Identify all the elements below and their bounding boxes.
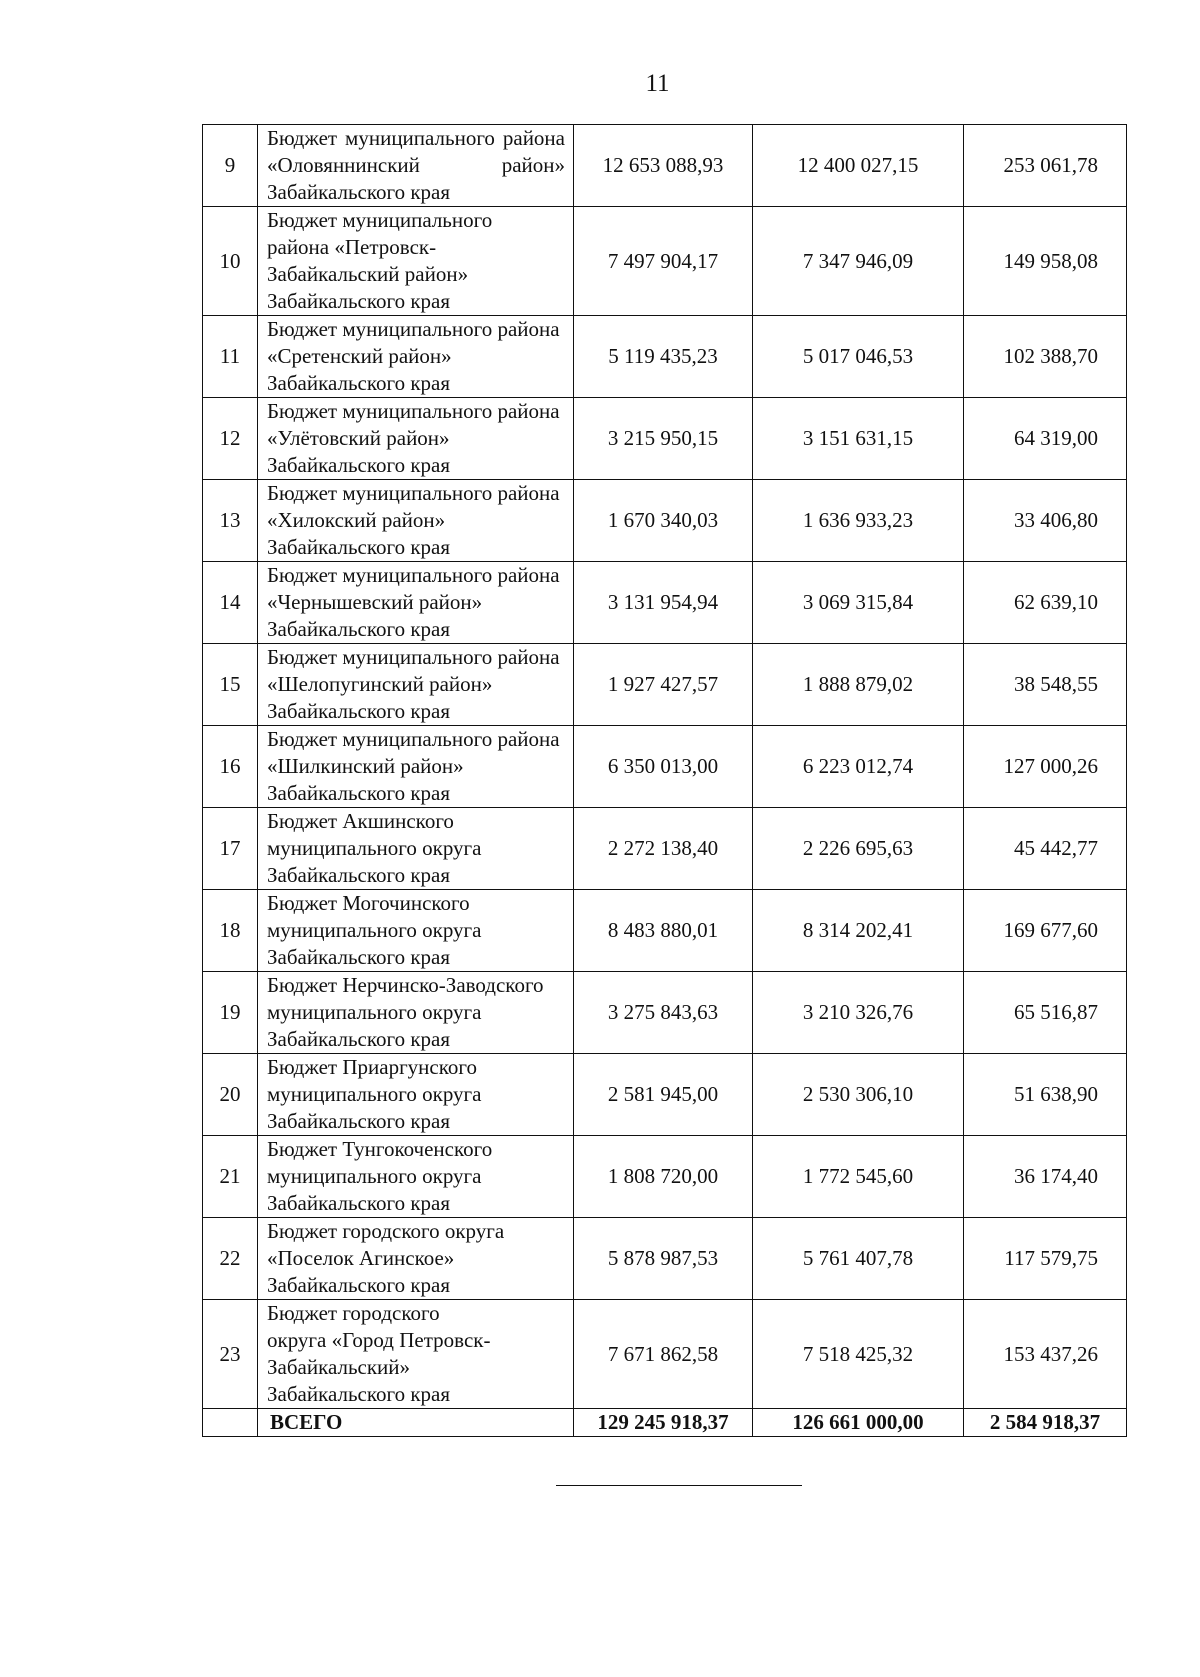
budget-name: Бюджет Приаргунского муниципального округа Забайкальского края <box>258 1054 574 1136</box>
amount-total: 1 808 720,00 <box>574 1136 753 1218</box>
budget-name: Бюджет муниципального района «Оловяннинский район» Забайкальского края <box>258 125 574 207</box>
amount-total: 5 119 435,23 <box>574 316 753 398</box>
amount-total: 5 878 987,53 <box>574 1218 753 1300</box>
amount-second: 8 314 202,41 <box>753 890 964 972</box>
amount-second: 5 017 046,53 <box>753 316 964 398</box>
table-row <box>203 726 1127 808</box>
row-number: 9 <box>203 125 258 207</box>
row-number: 12 <box>203 398 258 480</box>
total-amount-total: 129 245 918,37 <box>574 1409 753 1437</box>
budget-name: Бюджет городского округа «Поселок Агинское» Забайкальского края <box>258 1218 574 1300</box>
amount-third: 149 958,08 <box>964 207 1127 316</box>
amount-third: 65 516,87 <box>964 972 1127 1054</box>
amount-second: 3 151 631,15 <box>753 398 964 480</box>
amount-second: 1 636 933,23 <box>753 480 964 562</box>
amount-total: 2 272 138,40 <box>574 808 753 890</box>
row-number: 11 <box>203 316 258 398</box>
budget-name: Бюджет муниципального района «Хилокский район» Забайкальского края <box>258 480 574 562</box>
table-row <box>203 808 1127 890</box>
table-row <box>203 125 1127 207</box>
amount-second: 6 223 012,74 <box>753 726 964 808</box>
amount-third: 253 061,78 <box>964 125 1127 207</box>
table-row <box>203 972 1127 1054</box>
row-number: 13 <box>203 480 258 562</box>
budget-table-body <box>203 125 1127 1437</box>
amount-second: 1 772 545,60 <box>753 1136 964 1218</box>
amount-second: 2 530 306,10 <box>753 1054 964 1136</box>
amount-third: 45 442,77 <box>964 808 1127 890</box>
budget-name: Бюджет муниципального района «Шилкинский район» Забайкальского края <box>258 726 574 808</box>
row-number: 16 <box>203 726 258 808</box>
amount-third: 51 638,90 <box>964 1054 1127 1136</box>
amount-total: 8 483 880,01 <box>574 890 753 972</box>
budget-name: Бюджет Тунгокоченского муниципального округа Забайкальского края <box>258 1136 574 1218</box>
amount-second: 2 226 695,63 <box>753 808 964 890</box>
amount-third: 64 319,00 <box>964 398 1127 480</box>
budget-name: Бюджет муниципального района «Петровск-Забайкальский район» Забайкальского края <box>258 207 574 316</box>
row-number: 20 <box>203 1054 258 1136</box>
table-row <box>203 1054 1127 1136</box>
budget-name: Бюджет муниципального района «Шелопугинский район» Забайкальского края <box>258 644 574 726</box>
amount-total: 7 671 862,58 <box>574 1300 753 1409</box>
amount-total: 7 497 904,17 <box>574 207 753 316</box>
budget-name: Бюджет муниципального района «Сретенский район» Забайкальского края <box>258 316 574 398</box>
budget-name: Бюджет городского округа «Город Петровск-Забайкальский» Забайкальского края <box>258 1300 574 1409</box>
amount-third: 169 677,60 <box>964 890 1127 972</box>
amount-total: 6 350 013,00 <box>574 726 753 808</box>
amount-total: 3 275 843,63 <box>574 972 753 1054</box>
amount-total: 3 215 950,15 <box>574 398 753 480</box>
end-of-document-rule <box>556 1485 802 1486</box>
table-row <box>203 207 1127 316</box>
amount-second: 12 400 027,15 <box>753 125 964 207</box>
table-row <box>203 480 1127 562</box>
amount-total: 12 653 088,93 <box>574 125 753 207</box>
amount-third: 102 388,70 <box>964 316 1127 398</box>
total-amount-second: 126 661 000,00 <box>753 1409 964 1437</box>
row-number: 18 <box>203 890 258 972</box>
amount-second: 5 761 407,78 <box>753 1218 964 1300</box>
page-number: 11 <box>645 70 670 97</box>
table-row <box>203 1136 1127 1218</box>
amount-second: 3 069 315,84 <box>753 562 964 644</box>
row-number: 19 <box>203 972 258 1054</box>
row-number: 21 <box>203 1136 258 1218</box>
amount-third: 127 000,26 <box>964 726 1127 808</box>
amount-third: 38 548,55 <box>964 644 1127 726</box>
amount-third: 117 579,75 <box>964 1218 1127 1300</box>
table-row <box>203 1218 1127 1300</box>
amount-total: 1 670 340,03 <box>574 480 753 562</box>
amount-third: 153 437,26 <box>964 1300 1127 1409</box>
budget-name: Бюджет Нерчинско-Заводского муниципального округа Забайкальского края <box>258 972 574 1054</box>
amount-third: 36 174,40 <box>964 1136 1127 1218</box>
amount-third: 62 639,10 <box>964 562 1127 644</box>
row-number: 15 <box>203 644 258 726</box>
amount-third: 33 406,80 <box>964 480 1127 562</box>
amount-total: 3 131 954,94 <box>574 562 753 644</box>
budget-name: Бюджет Акшинского муниципального округа Забайкальского края <box>258 808 574 890</box>
total-amount-third: 2 584 918,37 <box>964 1409 1127 1437</box>
table-row <box>203 644 1127 726</box>
budget-name: Бюджет муниципального района «Чернышевский район» Забайкальского края <box>258 562 574 644</box>
amount-second: 3 210 326,76 <box>753 972 964 1054</box>
amount-second: 7 518 425,32 <box>753 1300 964 1409</box>
table-row <box>203 398 1127 480</box>
total-label: ВСЕГО <box>258 1409 574 1437</box>
table-row <box>203 890 1127 972</box>
row-number: 14 <box>203 562 258 644</box>
table-row <box>203 1300 1127 1409</box>
amount-second: 7 347 946,09 <box>753 207 964 316</box>
amount-second: 1 888 879,02 <box>753 644 964 726</box>
row-number: 23 <box>203 1300 258 1409</box>
row-number: 10 <box>203 207 258 316</box>
budget-name: Бюджет Могочинского муниципального округа Забайкальского края <box>258 890 574 972</box>
budget-name: Бюджет муниципального района «Улётовский район» Забайкальского края <box>258 398 574 480</box>
table-row <box>203 316 1127 398</box>
amount-total: 2 581 945,00 <box>574 1054 753 1136</box>
total-row-number <box>203 1409 258 1437</box>
amount-total: 1 927 427,57 <box>574 644 753 726</box>
total-row <box>203 1409 1127 1437</box>
row-number: 17 <box>203 808 258 890</box>
table-row <box>203 562 1127 644</box>
budget-table <box>202 124 1127 1437</box>
row-number: 22 <box>203 1218 258 1300</box>
